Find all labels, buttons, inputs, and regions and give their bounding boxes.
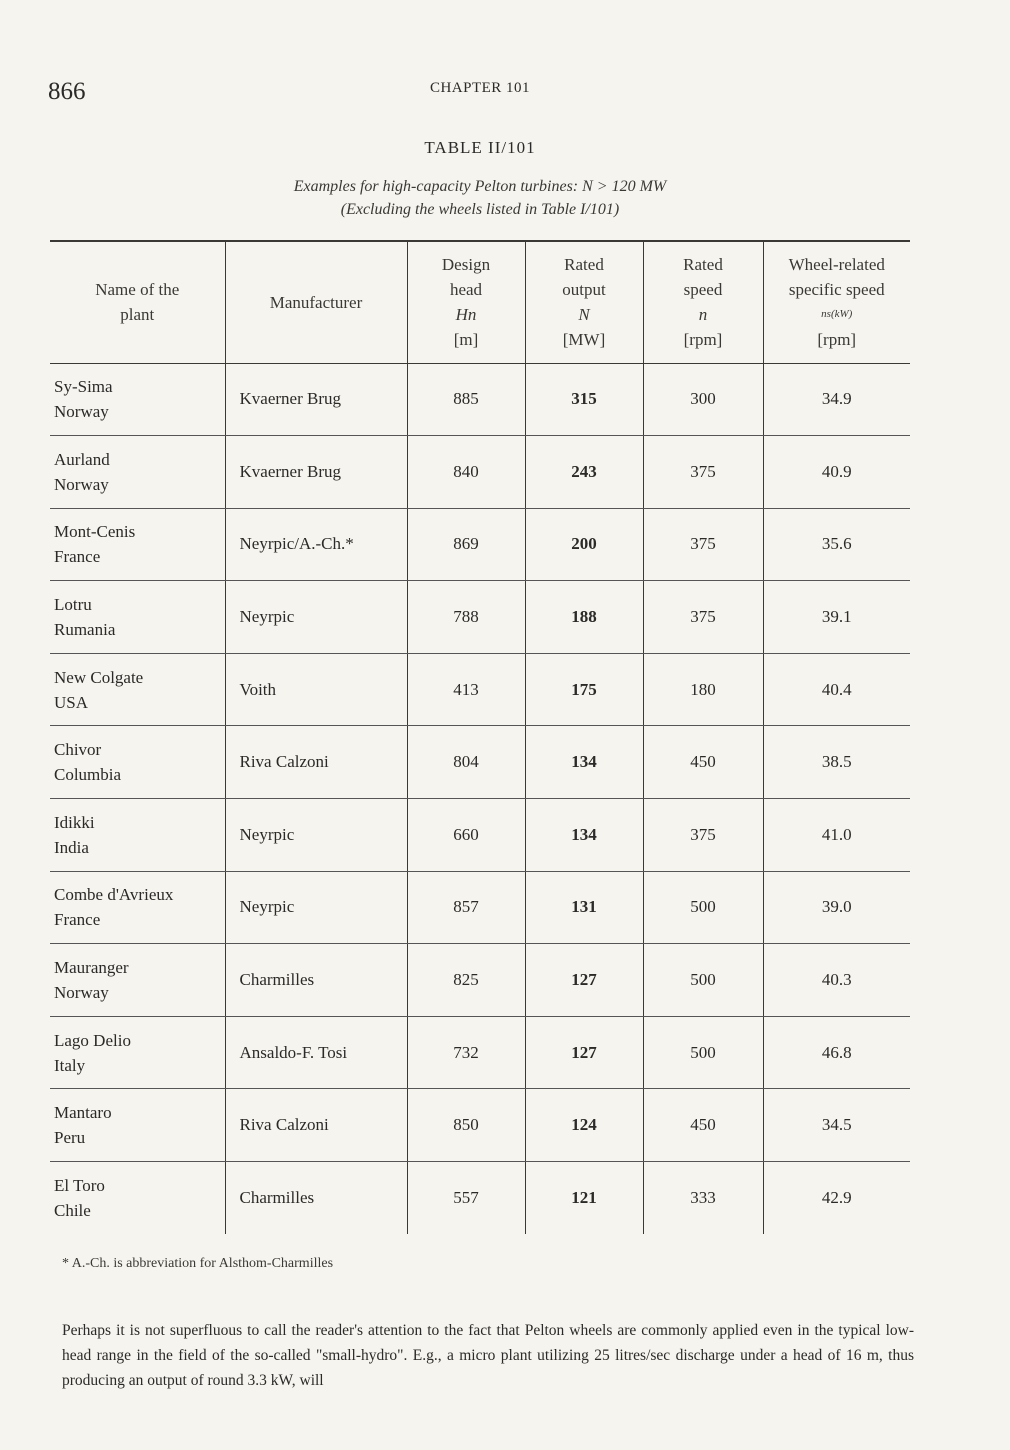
plant-name: Mantaro <box>54 1103 112 1123</box>
cell-manufacturer: Neyrpic <box>225 871 407 944</box>
cell-plant <box>50 871 225 944</box>
cell-design-head: 869 <box>407 508 525 581</box>
cell-rated-speed: 375 <box>643 799 763 872</box>
cell-rated-speed: 375 <box>643 436 763 509</box>
plant-country: India <box>54 837 89 857</box>
table-row <box>50 944 910 1017</box>
cell-plant <box>50 508 225 581</box>
plant-country: France <box>54 910 101 930</box>
cell-rated-speed: 375 <box>643 581 763 654</box>
cell-manufacturer: Ansaldo-F. Tosi <box>225 1016 407 1089</box>
cell-rated-output: 127 <box>525 1016 643 1089</box>
plant-country: Columbia <box>54 765 122 785</box>
header-specific-speed: Wheel-related specific speed ns(kW) [rpm] <box>763 241 910 363</box>
cell-rated-speed: 375 <box>643 508 763 581</box>
cell-design-head: 660 <box>407 799 525 872</box>
plant-country: Italy <box>54 1055 86 1075</box>
plant-name: Combe d'Avrieux <box>54 885 174 905</box>
plant-name: New Colgate <box>54 667 144 687</box>
table-row <box>50 363 910 436</box>
table-body <box>50 363 910 1234</box>
page-number: 866 <box>48 78 86 105</box>
table-row <box>50 436 910 509</box>
table-caption-line-1: Examples for high-capacity Pelton turbines: N > 120 MW <box>293 178 667 195</box>
cell-rated-output: 134 <box>525 799 643 872</box>
table-footnote: * A.-Ch. is abbreviation for Alsthom-Charmilles <box>62 1256 334 1271</box>
turbine-table <box>50 240 910 1234</box>
header-design-head: Design head Hn [m] <box>407 241 525 363</box>
table-row <box>50 508 910 581</box>
cell-manufacturer: Kvaerner Brug <box>225 436 407 509</box>
cell-manufacturer: Neyrpic <box>225 799 407 872</box>
plant-country: France <box>54 547 101 567</box>
cell-specific-speed: 38.5 <box>763 726 910 799</box>
plant-name: Lotru <box>54 595 92 615</box>
cell-rated-speed: 450 <box>643 726 763 799</box>
plant-country: Rumania <box>54 620 116 640</box>
cell-rated-output: 188 <box>525 581 643 654</box>
cell-specific-speed: 42.9 <box>763 1162 910 1235</box>
cell-design-head: 557 <box>407 1162 525 1235</box>
cell-design-head: 788 <box>407 581 525 654</box>
cell-rated-output: 131 <box>525 871 643 944</box>
cell-rated-output: 124 <box>525 1089 643 1162</box>
cell-plant <box>50 1016 225 1089</box>
cell-specific-speed: 40.9 <box>763 436 910 509</box>
cell-rated-speed: 300 <box>643 363 763 436</box>
cell-design-head: 413 <box>407 653 525 726</box>
plant-country: Peru <box>54 1128 86 1148</box>
cell-rated-speed: 500 <box>643 871 763 944</box>
header-plant: Name of the plant <box>50 241 225 363</box>
cell-design-head: 850 <box>407 1089 525 1162</box>
cell-plant <box>50 944 225 1017</box>
cell-rated-speed: 500 <box>643 1016 763 1089</box>
header-manufacturer: Manufacturer <box>225 241 407 363</box>
table-header-row <box>50 241 910 363</box>
cell-design-head: 732 <box>407 1016 525 1089</box>
table-row <box>50 1162 910 1235</box>
cell-rated-output: 127 <box>525 944 643 1017</box>
cell-specific-speed: 34.5 <box>763 1089 910 1162</box>
cell-manufacturer: Voith <box>225 653 407 726</box>
cell-manufacturer: Kvaerner Brug <box>225 363 407 436</box>
plant-name: Aurland <box>54 449 110 469</box>
cell-specific-speed: 41.0 <box>763 799 910 872</box>
cell-rated-output: 175 <box>525 653 643 726</box>
cell-manufacturer: Riva Calzoni <box>225 1089 407 1162</box>
plant-name: El Toro <box>54 1176 105 1196</box>
cell-plant <box>50 363 225 436</box>
cell-rated-output: 315 <box>525 363 643 436</box>
cell-manufacturer: Charmilles <box>225 1162 407 1235</box>
cell-design-head: 885 <box>407 363 525 436</box>
header-rated-speed: Rated speed n [rpm] <box>643 241 763 363</box>
plant-name: Mauranger <box>54 958 129 978</box>
cell-specific-speed: 40.3 <box>763 944 910 1017</box>
table-caption-line-2: (Excluding the wheels listed in Table I/101) <box>340 201 620 218</box>
plant-country: Norway <box>54 983 109 1003</box>
cell-rated-output: 134 <box>525 726 643 799</box>
cell-rated-speed: 450 <box>643 1089 763 1162</box>
header-rated-output: Rated output N [MW] <box>525 241 643 363</box>
table-row <box>50 1016 910 1089</box>
cell-design-head: 840 <box>407 436 525 509</box>
cell-rated-output: 121 <box>525 1162 643 1235</box>
cell-manufacturer: Neyrpic/A.-Ch.* <box>225 508 407 581</box>
cell-specific-speed: 46.8 <box>763 1016 910 1089</box>
plant-country: USA <box>54 692 89 712</box>
cell-rated-output: 243 <box>525 436 643 509</box>
cell-design-head: 857 <box>407 871 525 944</box>
running-head: CHAPTER 101 <box>429 80 531 96</box>
table-row <box>50 1089 910 1162</box>
cell-rated-speed: 333 <box>643 1162 763 1235</box>
cell-manufacturer: Neyrpic <box>225 581 407 654</box>
cell-design-head: 804 <box>407 726 525 799</box>
table-label: TABLE II/101 <box>424 138 536 157</box>
table-row <box>50 799 910 872</box>
cell-plant <box>50 1089 225 1162</box>
cell-manufacturer: Riva Calzoni <box>225 726 407 799</box>
table-row <box>50 871 910 944</box>
cell-plant <box>50 436 225 509</box>
body-paragraph: Perhaps it is not superfluous to call the reader's attention to the fact that Pelton wheels are commonly applied even in the typical low-head range in the field of the so-called "small-hydro". E.g., a micro plant utilizing 25 litres/sec discharge under a head of 16 m, thus producing an output of round 3.3 kW, will <box>62 1322 914 1389</box>
table-row <box>50 726 910 799</box>
cell-manufacturer: Charmilles <box>225 944 407 1017</box>
cell-rated-speed: 500 <box>643 944 763 1017</box>
plant-country: Norway <box>54 402 109 422</box>
cell-plant <box>50 1162 225 1235</box>
cell-specific-speed: 40.4 <box>763 653 910 726</box>
cell-specific-speed: 39.1 <box>763 581 910 654</box>
plant-name: Lago Delio <box>54 1030 131 1050</box>
cell-plant <box>50 581 225 654</box>
cell-rated-output: 200 <box>525 508 643 581</box>
plant-name: Idikki <box>54 812 95 832</box>
table-row <box>50 653 910 726</box>
cell-specific-speed: 39.0 <box>763 871 910 944</box>
plant-country: Norway <box>54 474 109 494</box>
plant-name: Chivor <box>54 740 102 760</box>
cell-rated-speed: 180 <box>643 653 763 726</box>
cell-specific-speed: 34.9 <box>763 363 910 436</box>
table-row <box>50 581 910 654</box>
cell-specific-speed: 35.6 <box>763 508 910 581</box>
plant-country: Chile <box>54 1201 91 1221</box>
cell-plant <box>50 726 225 799</box>
cell-plant <box>50 653 225 726</box>
cell-plant <box>50 799 225 872</box>
plant-name: Mont-Cenis <box>54 522 136 542</box>
plant-name: Sy-Sima <box>54 377 113 397</box>
cell-design-head: 825 <box>407 944 525 1017</box>
